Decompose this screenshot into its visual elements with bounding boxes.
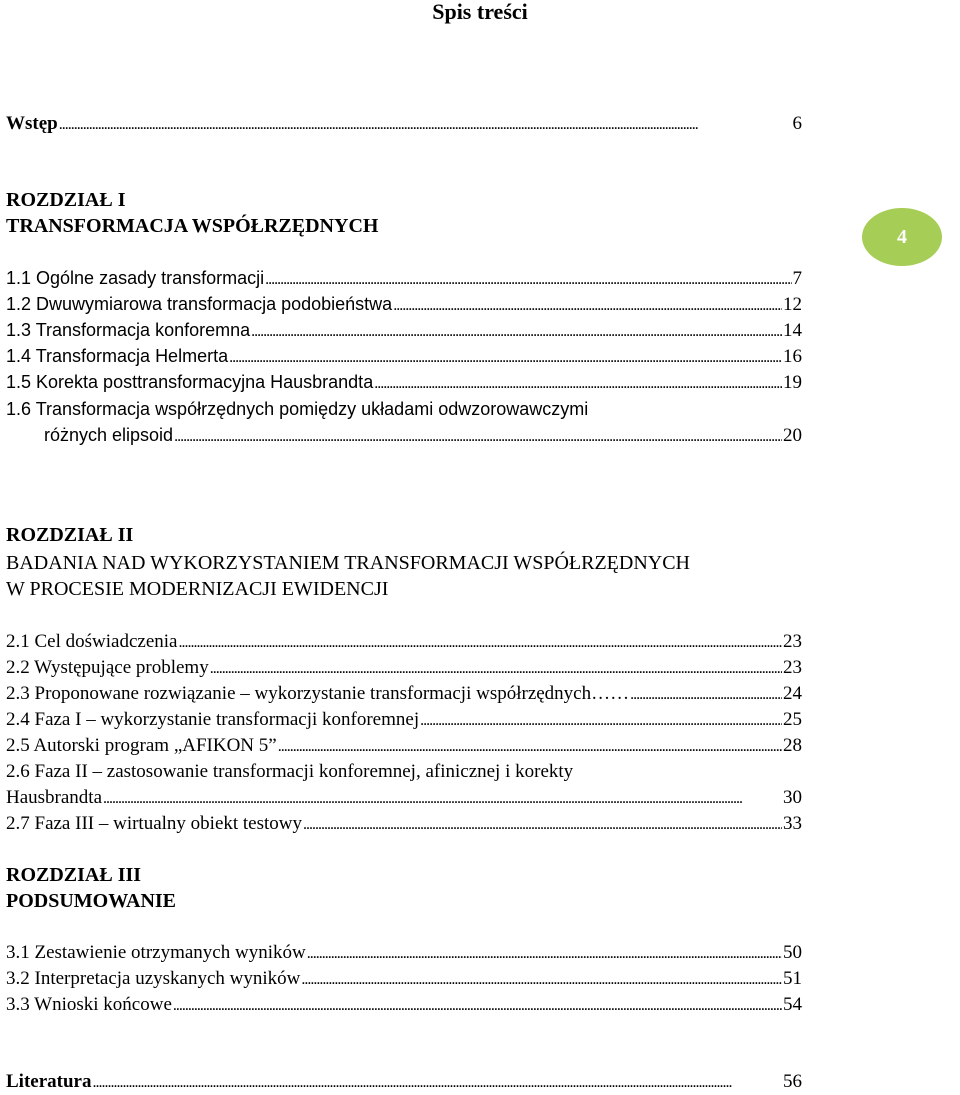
toc-entry-label: 2.2 Występujące problemy [6, 657, 209, 678]
dot-leader [420, 708, 782, 733]
toc-entry-page: 54 [783, 994, 802, 1015]
toc-entry-label: 2.4 Faza I – wykorzystanie transformacji konforemnej [6, 709, 420, 730]
toc-entry-page: 33 [783, 813, 802, 834]
toc-entry-page: 19 [783, 372, 802, 393]
dot-leader [630, 682, 782, 707]
page-number-badge: 4 [862, 208, 942, 266]
toc-entry-page: 16 [783, 346, 802, 367]
toc-entry-label-continued: różnych elipsoid [44, 425, 174, 445]
chapter-3-subtitle: PODSUMOWANIE [6, 890, 177, 912]
toc-entry-label[interactable]: 2.6 Faza II – zastosowanie transformacji konforemnej, afinicznej i korekty [6, 761, 574, 782]
dot-leader [173, 993, 782, 1018]
toc-entry-page: 12 [783, 294, 802, 315]
toc-entry-page: 30 [783, 787, 802, 808]
chapter-2-subtitle-line1: BADANIA NAD WYKORZYSTANIEM TRANSFORMACJI WSPÓŁRZĘDNYCH [6, 552, 691, 574]
toc-entry-page: 23 [783, 657, 802, 678]
toc-entry-page: 50 [783, 942, 802, 963]
chapter-3-heading: ROZDZIAŁ III [6, 864, 142, 886]
toc-entry-page: 24 [783, 683, 802, 704]
dot-leader [307, 941, 782, 966]
dot-leader [301, 967, 782, 992]
chapter-2-heading: ROZDZIAŁ II [6, 524, 134, 546]
toc-entry-label: Wstęp [6, 113, 58, 134]
toc-entry[interactable] [6, 656, 802, 681]
dot-leader [265, 267, 791, 292]
dot-leader [174, 424, 782, 449]
toc-entry[interactable] [6, 630, 802, 655]
toc-entry-page: 14 [783, 320, 802, 341]
toc-entry-literature[interactable] [6, 1070, 802, 1095]
toc-entry-label: 1.4 Transformacja Helmerta [6, 346, 229, 366]
toc-entry[interactable] [6, 344, 802, 370]
toc-entry-label: 2.7 Faza III – wirtualny obiekt testowy [6, 813, 303, 834]
toc-entry-label: 1.2 Dwuwymiarowa transformacja podobieństwa [6, 294, 393, 314]
toc-entry-label: 2.1 Cel doświadczenia [6, 631, 178, 652]
dot-leader [278, 734, 782, 759]
toc-entry-label[interactable]: 1.6 Transformacja współrzędnych pomiędzy układami odwzorowawczymi [6, 399, 589, 419]
chapter-1-heading: ROZDZIAŁ I [6, 189, 126, 211]
toc-entry-label: 3.2 Interpretacja uzyskanych wyników [6, 968, 301, 989]
chapter-1-subtitle: TRANSFORMACJA WSPÓŁRZĘDNYCH [6, 215, 379, 237]
toc-entry-label: 3.1 Zestawienie otrzymanych wyników [6, 942, 306, 963]
toc-entry-label: 1.3 Transformacja konforemna [6, 320, 251, 340]
toc-entry-page: 23 [783, 631, 802, 652]
page-title: Spis treści [432, 0, 528, 24]
dot-leader [374, 371, 782, 396]
toc-entry-label: 3.3 Wnioski końcowe [6, 994, 172, 1015]
dot-leader [210, 656, 782, 681]
toc-entry[interactable] [6, 266, 802, 292]
toc-entry-intro[interactable] [6, 112, 802, 137]
dot-leader [103, 786, 782, 811]
toc-entry-page: 7 [792, 268, 802, 289]
toc-entry-page: 20 [783, 425, 802, 446]
toc-entry[interactable] [6, 292, 802, 318]
toc-entry-label: 1.1 Ogólne zasady transformacji [6, 268, 265, 288]
chapter-2-subtitle-line2: W PROCESIE MODERNIZACJI EWIDENCJI [6, 578, 389, 600]
toc-entry-page: 28 [783, 735, 802, 756]
toc-entry[interactable] [6, 682, 802, 707]
toc-entry[interactable] [44, 423, 802, 449]
toc-entry[interactable] [6, 941, 802, 966]
toc-entry[interactable] [6, 318, 802, 344]
toc-entry-label: 1.5 Korekta posttransformacyjna Hausbrandta [6, 372, 374, 392]
toc-entry[interactable] [6, 812, 802, 837]
toc-entry-page: 6 [792, 113, 802, 134]
dot-leader [393, 293, 782, 318]
toc-entry[interactable] [6, 708, 802, 733]
dot-leader [92, 1070, 782, 1095]
toc-entry-label: 2.3 Proponowane rozwiązanie – wykorzystanie transformacji współrzędnych…… [6, 683, 630, 704]
dot-leader [59, 112, 792, 137]
toc-entry[interactable] [6, 967, 802, 992]
toc-entry-label-continued: Hausbrandta [6, 787, 103, 808]
toc-entry[interactable] [6, 993, 802, 1018]
toc-entry-label: Literatura [6, 1071, 92, 1092]
dot-leader [251, 319, 782, 344]
dot-leader [178, 630, 782, 655]
toc-entry[interactable] [6, 786, 802, 811]
toc-entry[interactable] [6, 370, 802, 396]
toc-entry-page: 56 [783, 1071, 802, 1092]
dot-leader [229, 345, 782, 370]
dot-leader [303, 812, 782, 837]
toc-entry-label: 2.5 Autorski program „AFIKON 5” [6, 735, 277, 756]
toc-entry-page: 25 [783, 709, 802, 730]
toc-entry-page: 51 [783, 968, 802, 989]
toc-entry[interactable] [6, 734, 802, 759]
